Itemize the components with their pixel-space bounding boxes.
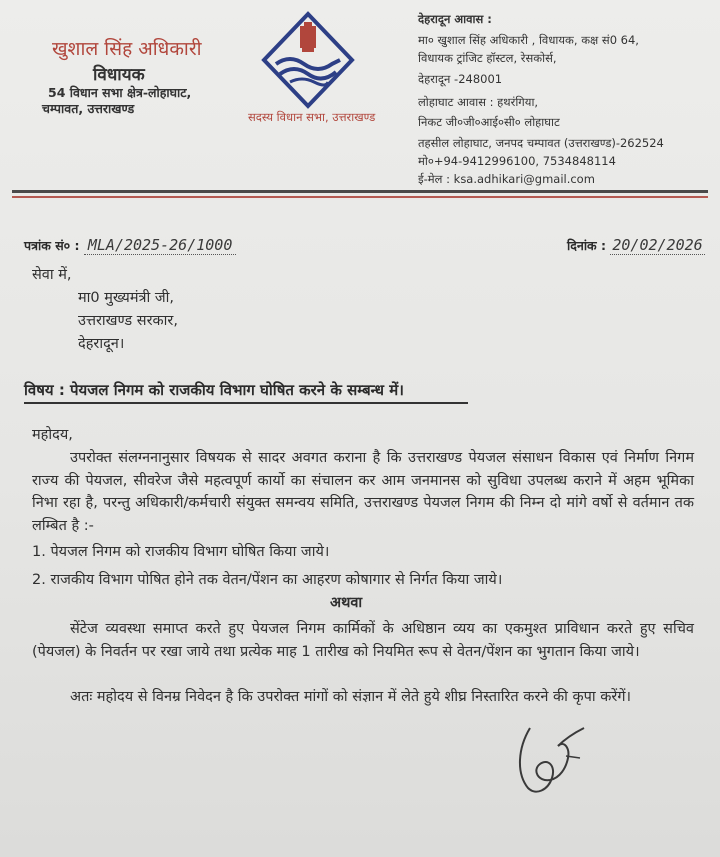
email-line: ई-मेल : ksa.adhikari@gmail.com (418, 172, 595, 186)
recipient-line: मा0 मुख्यमंत्री जी, (78, 290, 174, 306)
phone-line: मो०+94-9412996100, 7534848114 (418, 154, 616, 168)
reference-number (24, 236, 236, 254)
header-divider-accent (12, 196, 708, 198)
recipient-line: उत्तराखण्ड सरकार, (78, 313, 178, 329)
address-line: लोहाघाट आवास : हथरंगिया, (418, 95, 539, 109)
subject-underline (24, 402, 468, 404)
letter-subject: विषय : पेयजल निगम को राजकीय विभाग घोषित करने के सम्बन्ध में। (24, 381, 404, 399)
paragraph-text: सेंटेज व्यवस्था समाप्त करते हुए पेयजल निगम कार्मिकों के अधिष्ठान व्यय का एकमुश्त प्राविधान करते हुए सचिव (पेयजल) के निवर्तन पर रखा जाये तथा प्रत्येक माह 1 तारीख को नियमित रूप से वेतन/पेंशन का भुगतान किया जाये। (32, 621, 694, 660)
mla-name: खुशाल सिंह अधिकारी (52, 38, 202, 60)
assembly-emblem-icon (260, 10, 356, 110)
body-paragraph (32, 618, 694, 663)
demand-point: 2. राजकीय विभाग पोषित होने तक वेतन/पेंशन का आहरण कोषागार से निर्गत किया जाये। (32, 572, 503, 588)
reference-value: MLA/2025-26/1000 (84, 236, 237, 255)
date-value: 20/02/2026 (612, 236, 703, 254)
address-line: विधायक ट्रांजिट हॉस्टल, रेसकोर्स, (418, 51, 557, 65)
header-divider (12, 190, 708, 193)
signature-image (508, 718, 598, 798)
salutation: महोदय, (32, 427, 73, 443)
emblem-caption: सदस्य विधान सभा, उत्तराखण्ड (248, 110, 376, 124)
demand-point: 1. पेयजल निगम को राजकीय विभाग घोषित किया जाये। (32, 544, 330, 560)
district: चम्पावत, उत्तराखण्ड (42, 101, 135, 116)
date-label: दिनांक : (567, 238, 607, 253)
reference-label: पत्रांक सं० : (24, 238, 80, 253)
body-paragraph (32, 447, 694, 537)
paragraph-text: अतः महोदय से विनम्र निवेदन है कि उपरोक्त मांगों को संज्ञान में लेते हुये शीघ्र निस्तारित करने की कृपा करेंगें। (70, 689, 631, 705)
address-line: तहसील लोहाघाट, जनपद चम्पावत (उत्तराखण्ड)-262524 (418, 136, 664, 150)
recipient-line: देहरादून। (78, 336, 125, 352)
letter-date (567, 236, 705, 254)
constituency: 54 विधान सभा क्षेत्र-लोहाघाट, (48, 85, 192, 100)
or-separator: अथवा (330, 595, 363, 611)
address-line: मा० खुशाल सिंह अधिकारी , विधायक, कक्ष सं0 64, (418, 33, 639, 47)
address-line: निकट जी०जी०आई०सी० लोहाघाट (418, 115, 560, 129)
address-line: देहरादून -248001 (418, 72, 503, 86)
recipient-line: सेवा में, (32, 267, 72, 283)
paragraph-text: उपरोक्त संलग्ननानुसार विषयक से सादर अवगत कराना है कि उत्तराखण्ड पेयजल संसाधन विकास एवं निर्माण निगम राज्य की पेयजल, सीवरेज जैसे महत्वपूर्ण कार्यो का संचालन कर आम जनमानस को सुविधा उपलब्ध कराने में अहम भूमिका निभा रहा है, परन्तु अधिकारी/कर्मचारी संयुक्त समन्वय समिति, उत्तराखण्ड पेयजल निगम की निम्न दो मांगे वर्षो से वर्तमान तक लम्बित है :- (32, 450, 694, 534)
mla-designation: विधायक (93, 65, 145, 85)
body-paragraph (32, 686, 694, 709)
address-line: देहरादून आवास : (418, 12, 492, 26)
